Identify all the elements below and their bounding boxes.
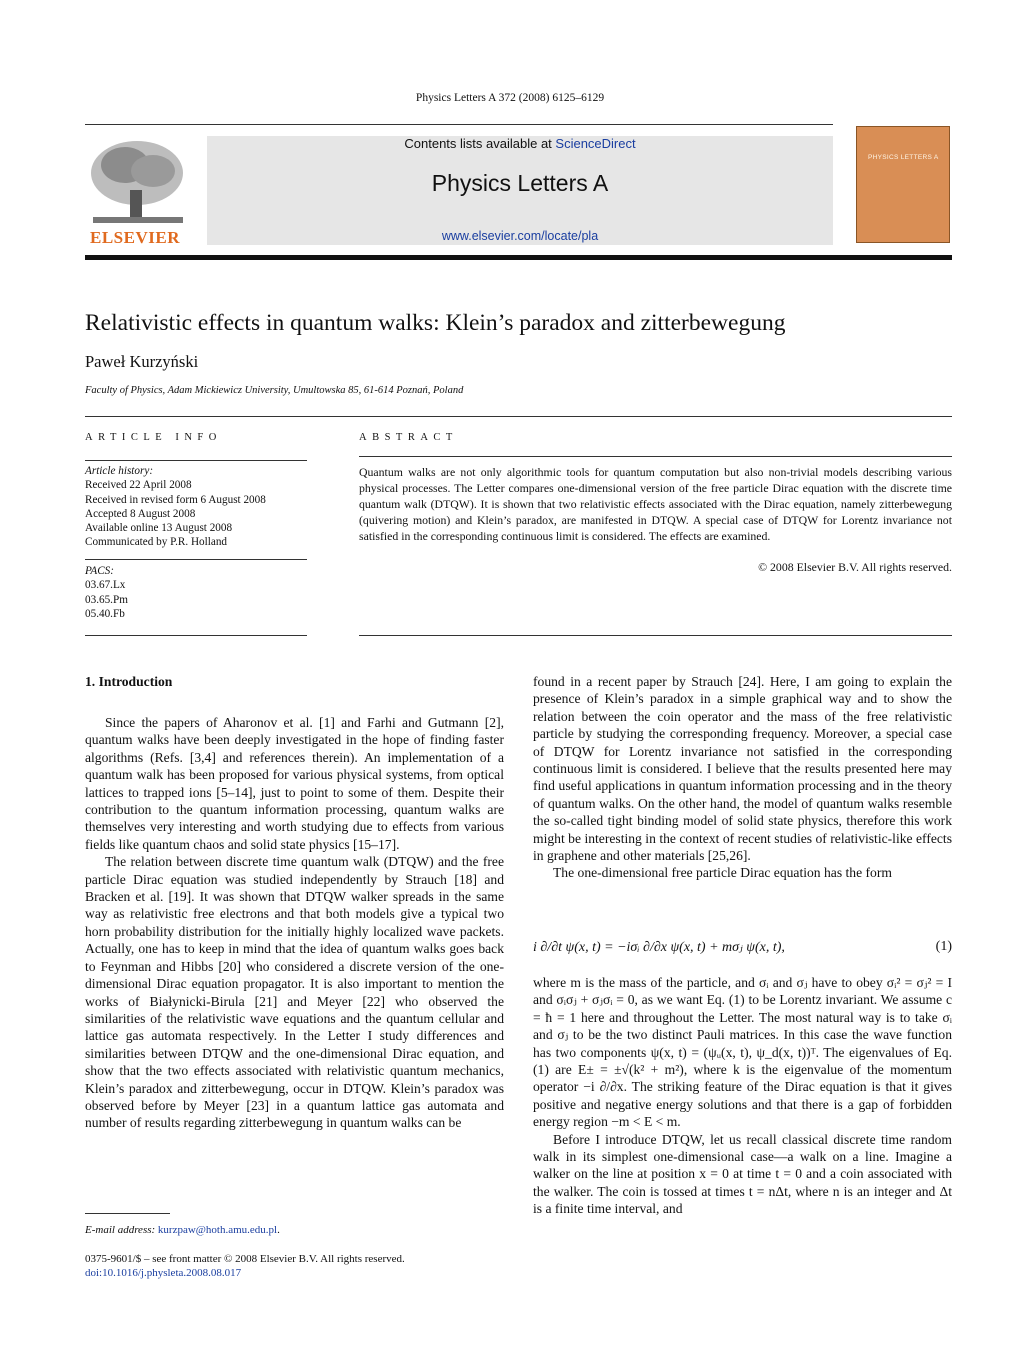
section-heading: 1. Introduction [85, 674, 173, 689]
history-item: Received 22 April 2008 [85, 479, 192, 492]
paragraph: Before I introduce DTQW, let us recall classical discrete time random walk in its simplest one-dimensional case—a walk on a line. Imagine a walker on the line at position x = 0 at time t = 0 and a coin associated with the walker. The coin is tossed at times t = nΔt, where n is an integer and Δt is a finite time interval, and [533, 1131, 952, 1217]
journal-cover [856, 126, 950, 243]
contents-line [207, 136, 833, 151]
article-info-heading: ARTICLE INFO [85, 432, 222, 443]
footnote-suffix: . [277, 1224, 280, 1236]
doi-link[interactable]: doi:10.1016/j.physleta.2008.08.017 [85, 1267, 242, 1279]
header-rule [85, 124, 833, 125]
right-column-top [533, 673, 952, 882]
header-thick-rule [85, 255, 952, 260]
paragraph: The one-dimensional free particle Dirac equation has the form [553, 865, 892, 881]
equation-number: (1) [935, 939, 952, 954]
divider [85, 416, 952, 417]
contents-prefix: Contents lists available at [404, 136, 556, 151]
paragraph: where m is the mass of the particle, and σᵢ and σⱼ have to obey σᵢ² = σⱼ² = I and σᵢσⱼ + σⱼσᵢ = 0, as we want Eq. (1) to be Lorentz invariant. We assume c = ħ = 1 here and throughout the Letter. The most natural way is to take σᵢ and σⱼ to be the two distinct Pauli matrices. In this case the wave function has two components ψ(x, t) = (ψᵤ(x, t), ψ_d(x, t))ᵀ. The eigenvalues of Eq. (1) are E± = ±√(k² + m²), where k is the eigenvalue of the momentum operator −i ∂/∂x. The striking feature of the Dirac equation is that it gives positive and negative energy solutions and that there is a gap of forbidden energy region −m < E < m. [533, 975, 952, 1130]
pacs-list [85, 564, 307, 621]
pacs-label: PACS: [85, 565, 115, 577]
email-label: E-mail address: [85, 1224, 158, 1236]
footnote-rule [85, 1213, 170, 1214]
journal-name: Physics Letters A [431, 170, 609, 196]
equation-1 [533, 936, 952, 964]
sciencedirect-link[interactable]: ScienceDirect [555, 136, 636, 151]
pacs-item: 03.67.Lx [85, 579, 126, 592]
running-head: Physics Letters A 372 (2008) 6125–6129 [415, 92, 605, 104]
elsevier-wordmark: ELSEVIER [90, 228, 180, 247]
copyright: © 2008 Elsevier B.V. All rights reserved. [758, 560, 952, 574]
paragraph: found in a recent paper by Strauch [24]. Here, I am going to explain the presence of Klein’s paradox in a simple graphical way and to show the relation between the coin operator and the mass of the free relativistic particle by studying the corresponding frequency. Moreover, a special case of DTQW for Lorentz invariance not satisfied in the corresponding continuous limit is considered. I believe that the results presented here may find useful applications in quantum information processing and in the theory of quantum walks. On the other hand, the model of quantum walks resemble the so-called tight binding model of solid state physics, therefore this work might be interesting in the context of recent studies of relativistic-like effects in graphene and other materials [25,26]. [533, 674, 952, 864]
divider [359, 635, 952, 636]
abstract-heading: ABSTRACT [359, 432, 458, 443]
right-column-bottom [533, 974, 952, 1218]
author-name: Paweł Kurzyński [85, 352, 199, 371]
email-link[interactable]: kurzpaw@hoth.amu.edu.pl [157, 1224, 278, 1236]
history-item: Communicated by P.R. Holland [85, 536, 228, 549]
divider [85, 635, 307, 636]
paragraph: The relation between discrete time quantum walk (DTQW) and the free particle Dirac equation was studied independently by Strauch [18] and Bracken et al. [19]. It was shown that DTQW walker spreads in the same way as relativistic free electrons and that both models give a typical two horn probability distribution for the initially highly localized wave packets. Actually, one has to keep in mind that the idea of quantum walks goes back to Feynman and Hibbs [20] who considered a discrete version of the one-dimensional Dirac equation propagator. It is also important to mention the works of Białynicki-Birula [21] and Meyer [22] who observed the similarities of the relativistic wave equations and the quantum cellular and lattice gas automata respectively. In the Letter I study differences and similarities between DTQW and the one-dimensional Dirac equation, and show that the two effects associated with relativistic quantum mechanics, Klein’s paradox and zitterbewegung, occur in DTQW. Klein’s paradox was observed before by Meyer [23] in a quantum lattice gas automata and number of results regarding zitterbewegung in quantum walks can be [85, 854, 504, 1131]
footnote [85, 1224, 280, 1236]
journal-url-link[interactable]: www.elsevier.com/locate/pla [441, 229, 599, 243]
paper-title: Relativistic effects in quantum walks: Klein’s paradox and zitterbewegung [85, 310, 786, 336]
article-history [85, 464, 307, 550]
history-item: Available online 13 August 2008 [85, 522, 233, 535]
divider [85, 559, 307, 560]
left-column [85, 714, 504, 1132]
pacs-item: 03.65.Pm [85, 593, 128, 606]
pacs-item: 05.40.Fb [85, 607, 125, 620]
bottom-matter [85, 1252, 405, 1280]
issn-line: 0375-9601/$ – see front matter © 2008 Elsevier B.V. All rights reserved. [85, 1253, 405, 1265]
divider [359, 456, 952, 457]
history-item: Received in revised form 6 August 2008 [85, 493, 266, 506]
abstract-text: Quantum walks are not only algorithmic tools for quantum computation but also non-trivial models describing various physical processes. The Letter compares one-dimensional version of the free particle Dirac equation with the discrete time quantum walk (DTQW). It is shown that two relativistic effects associated with the Dirac equation, namely zitterbewegung (quivering motion) and Klein’s paradox, are manifested in DTQW. A special case of DTQW for Lorentz invariance not satisfied in the corresponding continuous limit is considered. The effects are examined. [359, 465, 952, 543]
history-label: Article history: [85, 465, 154, 477]
equation-body: i ∂/∂t ψ(x, t) = −iσᵢ ∂/∂x ψ(x, t) + mσⱼ ψ(x, t), [533, 940, 785, 955]
affiliation: Faculty of Physics, Adam Mickiewicz University, Umultowska 85, 61-614 Poznań, Poland [85, 385, 464, 396]
divider [85, 460, 307, 461]
paragraph: Since the papers of Aharonov et al. [1] and Farhi and Gutmann [2], quantum walks have been deeply investigated in the hope of finding faster algorithms (Refs. [3,4] and references therein). An implementation of a quantum walk has been proposed for various physical systems, from optical lattices to trapped ions [5–14], just to point to some of them. Despite their contribution to the quantum information processing, quantum walks are themselves very interesting and worth studying due to effects from various fields like quantum chaos and solid state physics [15–17]. [85, 715, 504, 852]
history-item: Accepted 8 August 2008 [85, 507, 196, 520]
cover-title: PHYSICS LETTERS A [868, 154, 939, 161]
